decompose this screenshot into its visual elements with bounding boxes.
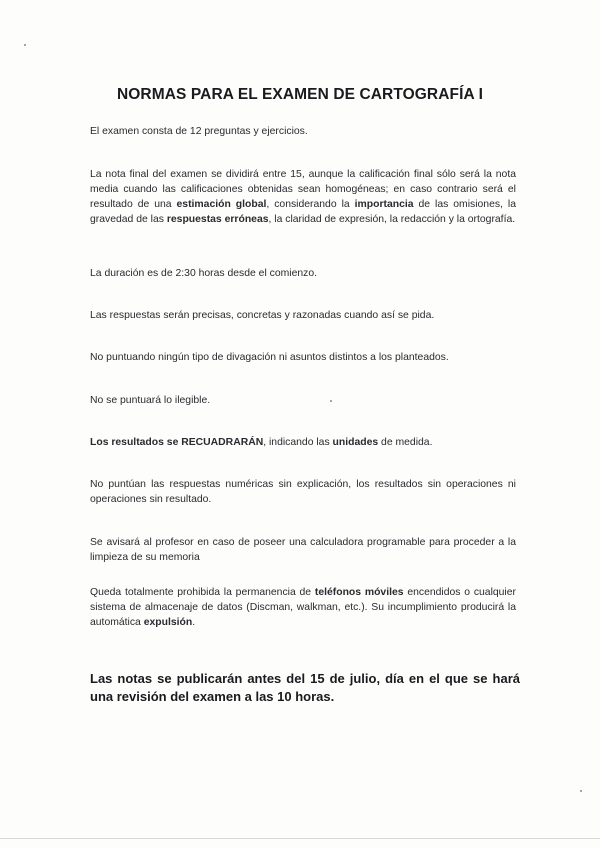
emphasis-text: estimación global	[176, 199, 267, 210]
rule-paragraph	[90, 266, 516, 281]
rule-text: Se avisará al profesor en caso de poseer una calculadora programable para proceder a la limpieza de su memoria	[90, 537, 516, 563]
emphasis-text: importancia	[354, 199, 414, 210]
scan-edge-line	[0, 838, 600, 839]
rule-paragraph	[90, 167, 516, 227]
scan-speck	[24, 44, 26, 46]
rule-text: , la claridad de expresión, la redacción y la ortografía.	[268, 214, 516, 225]
rule-paragraph	[90, 308, 516, 323]
emphasis-text: unidades	[332, 437, 379, 448]
document-title: NORMAS PARA EL EXAMEN DE CARTOGRAFÍA I	[116, 86, 484, 104]
rule-text: encendidos o cualquier sistema de almacenaje de datos (Discman, walkman, etc.). Su incumplimiento producirá la automática	[90, 587, 516, 628]
rule-text: El examen consta de 12 preguntas y ejercicios.	[90, 126, 308, 137]
emphasis-text: expulsión	[143, 617, 193, 628]
rule-text: No se puntuará lo ilegible.	[90, 395, 211, 406]
emphasis-text: respuestas erróneas	[166, 214, 269, 225]
rule-paragraph	[90, 535, 516, 565]
rule-paragraph	[90, 350, 516, 365]
scan-speck	[580, 790, 582, 792]
rule-text: Las respuestas serán precisas, concretas y razonadas cuando así se pida.	[90, 310, 435, 321]
emphasis-text: Los resultados se RECUADRARÁN	[90, 437, 264, 448]
rule-text: de las omisiones, la gravedad de las	[90, 199, 516, 225]
rule-text: La nota final del examen se dividirá entre 15, aunque la calificación final sólo será la nota media cuando las calificaciones obtenidas sean homogéneas; en caso contrario será el resultado de una	[90, 169, 516, 210]
rule-paragraph	[90, 393, 516, 408]
emphasis-text: teléfonos móviles	[314, 587, 404, 598]
rule-text: No puntúan las respuestas numéricas sin explicación, los resultados sin operaciones ni operaciones sin resultado.	[90, 479, 516, 505]
rule-paragraph	[90, 477, 516, 507]
rule-paragraph	[90, 124, 516, 139]
rule-paragraph	[90, 435, 516, 450]
rule-text: La duración es de 2:30 horas desde el comienzo.	[90, 268, 318, 279]
rule-text: , indicando las	[263, 437, 333, 448]
rule-text: de medida.	[378, 437, 433, 448]
final-notice: Las notas se publicarán antes del 15 de julio, día en el que se hará una revisión del examen a las 10 horas.	[90, 671, 520, 704]
rule-text: No puntuando ningún tipo de divagación ni asuntos distintos a los planteados.	[90, 352, 449, 363]
rule-text: .	[192, 617, 196, 628]
rule-paragraph	[90, 585, 516, 630]
rule-text: Queda totalmente prohibida la permanencia de	[90, 587, 315, 598]
rule-text: , considerando la	[266, 199, 355, 210]
